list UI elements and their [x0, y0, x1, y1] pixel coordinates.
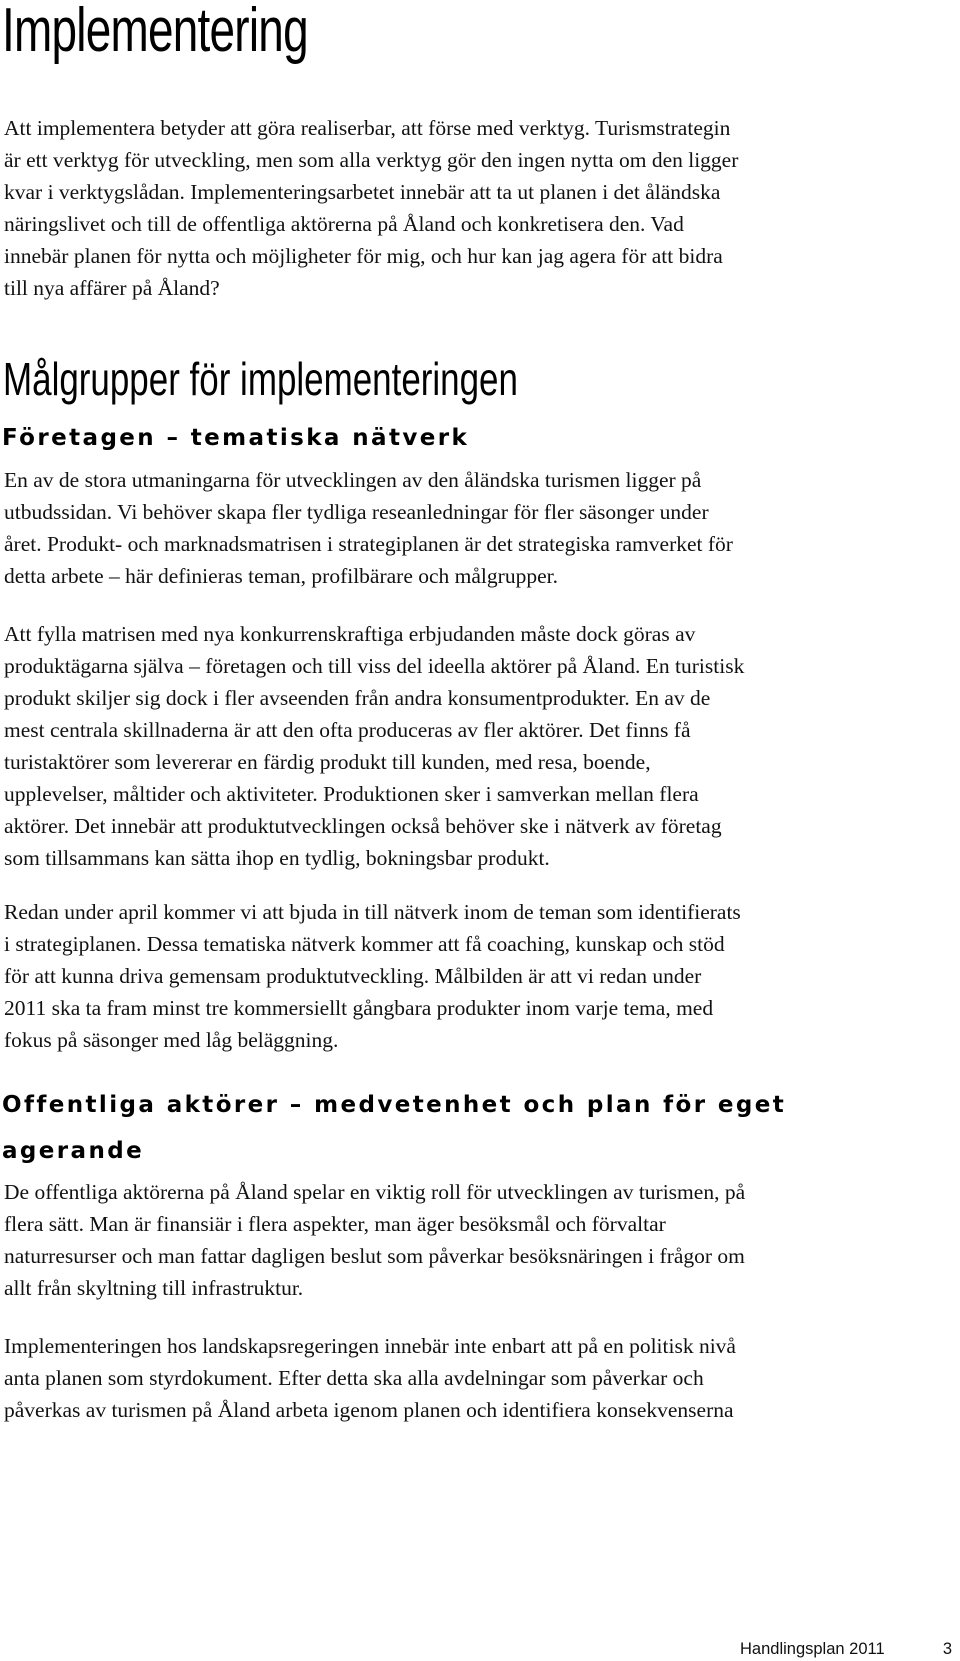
subsection-heading-companies: Företagen – tematiska nätverk: [2, 425, 470, 451]
footer-page-number: 3: [942, 1640, 952, 1658]
public-actors-paragraph-1: [4, 1176, 904, 1304]
heading-line: Offentliga aktörer – medvetenhet och plan för eget: [2, 1092, 787, 1118]
text-line: turistaktörer som levererar en färdig produkt till kunden, med resa, boende,: [4, 750, 651, 774]
text-line: för att kunna driva gemensam produktutveckling. Målbilden är att vi redan under: [4, 964, 702, 988]
text-line: Att implementera betyder att göra realiserbar, att förse med verktyg. Turismstrategin: [4, 116, 731, 140]
heading-line: agerande: [2, 1138, 145, 1164]
subsection-heading-public-actors: [2, 1082, 786, 1174]
text-line: produktägarna själva – företagen och till viss del ideella aktörer på Åland. En turistisk: [4, 654, 745, 678]
text-line: upplevelser, måltider och aktiviteter. Produktionen sker i samverkan mellan flera: [4, 782, 699, 806]
text-line: Implementeringen hos landskapsregeringen innebär inte enbart att på en politisk nivå: [4, 1334, 736, 1358]
companies-paragraph-1: [4, 464, 904, 592]
footer-document-name: Handlingsplan 2011: [740, 1640, 885, 1658]
text-line: flera sätt. Man är finansiär i flera aspekter, man äger besöksmål och förvaltar: [4, 1212, 666, 1236]
text-line: En av de stora utmaningarna för utvecklingen av den åländska turismen ligger på: [4, 468, 702, 492]
text-line: aktörer. Det innebär att produktutvecklingen också behöver ske i nätverk av företag: [4, 814, 722, 838]
section-heading: Målgrupper för implementeringen: [3, 353, 518, 405]
page-footer: [740, 1638, 952, 1660]
text-line: påverkas av turismen på Åland arbeta igenom planen och identifiera konsekvenserna: [4, 1398, 734, 1422]
text-line: är ett verktyg för utveckling, men som alla verktyg gör den ingen nytta om den ligger: [4, 148, 739, 172]
text-line: Att fylla matrisen med nya konkurrenskraftiga erbjudanden måste dock göras av: [4, 622, 696, 646]
text-line: Redan under april kommer vi att bjuda in till nätverk inom de teman som identifierats: [4, 900, 741, 924]
page-title: Implementering: [2, 0, 308, 65]
text-line: De offentliga aktörerna på Åland spelar en viktig roll för utvecklingen av turismen, på: [4, 1180, 746, 1204]
companies-paragraph-3: [4, 896, 904, 1056]
intro-paragraph: [4, 112, 904, 304]
text-line: innebär planen för nytta och möjligheter för mig, och hur kan jag agera för att bidra: [4, 244, 723, 268]
text-line: detta arbete – här definieras teman, profilbärare och målgrupper.: [4, 564, 558, 588]
public-actors-paragraph-2: [4, 1330, 904, 1426]
text-line: produkt skiljer sig dock i fler avseenden från andra konsumentprodukter. En av de: [4, 686, 711, 710]
text-line: kvar i verktygslådan. Implementeringsarbetet innebär att ta ut planen i det åländska: [4, 180, 721, 204]
text-line: mest centrala skillnaderna är att den ofta produceras av fler aktörer. Det finns få: [4, 718, 691, 742]
text-line: 2011 ska ta fram minst tre kommersiellt gångbara produkter inom varje tema, med: [4, 996, 714, 1020]
text-line: näringslivet och till de offentliga aktörerna på Åland och konkretisera den. Vad: [4, 212, 684, 236]
text-line: som tillsammans kan sätta ihop en tydlig, bokningsbar produkt.: [4, 846, 550, 870]
text-line: utbudssidan. Vi behöver skapa fler tydliga reseanledningar för fler säsonger under: [4, 500, 709, 524]
text-line: naturresurser och man fattar dagligen beslut som påverkar besöksnäringen i frågor om: [4, 1244, 745, 1268]
companies-paragraph-2: [4, 618, 904, 874]
text-line: till nya affärer på Åland?: [4, 276, 220, 300]
text-line: allt från skyltning till infrastruktur.: [4, 1276, 304, 1300]
text-line: året. Produkt- och marknadsmatrisen i strategiplanen är det strategiska ramverket för: [4, 532, 733, 556]
text-line: i strategiplanen. Dessa tematiska nätverk kommer att få coaching, kunskap och stöd: [4, 932, 725, 956]
text-line: fokus på säsonger med låg beläggning.: [4, 1028, 339, 1052]
text-line: anta planen som styrdokument. Efter detta ska alla avdelningar som påverkar och: [4, 1366, 704, 1390]
